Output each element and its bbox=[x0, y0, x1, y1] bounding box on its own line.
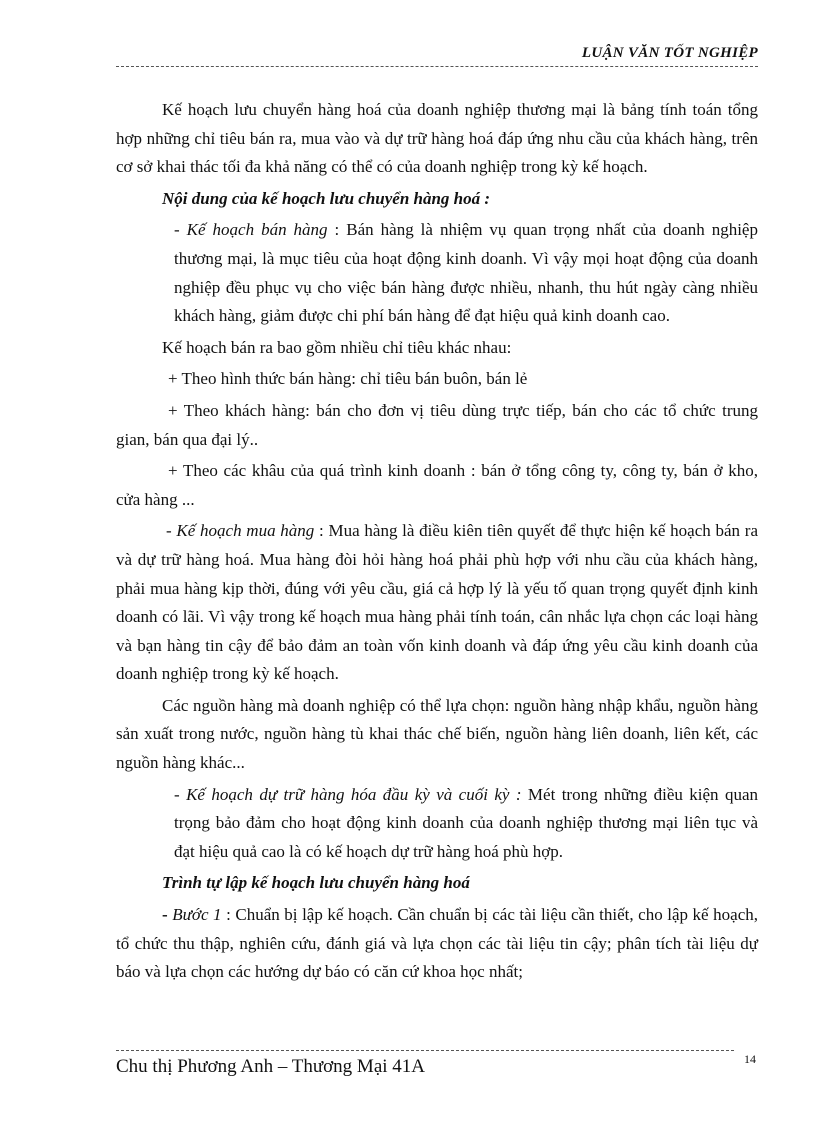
term-purchase-plan: Kế hoạch mua hàng bbox=[176, 521, 315, 541]
page-number: 14 bbox=[744, 1052, 756, 1066]
term-sales-plan: Kế hoạch bán hàng bbox=[186, 220, 328, 240]
dash-marker: - bbox=[174, 784, 187, 804]
header-title: LUẬN VĂN TỐT NGHIỆP bbox=[581, 45, 758, 61]
term-step-1: Bước 1 bbox=[172, 905, 222, 925]
term-reserve-plan: Kế hoạch dự trữ hàng hóa đầu kỳ và cuối kỳ : bbox=[186, 784, 522, 804]
footer-divider bbox=[116, 1050, 734, 1051]
paragraph-sales-plan bbox=[116, 216, 758, 330]
footer-author: Chu thị Phương Anh – Thương Mại 41A bbox=[116, 1056, 426, 1077]
dash-marker: - bbox=[162, 905, 173, 925]
list-item: + Theo hình thức bán hàng: chỉ tiêu bán buôn, bán lẻ bbox=[168, 369, 528, 389]
section-heading-procedure: Trình tự lập kế hoạch lưu chuyển hàng hoá bbox=[162, 873, 470, 893]
purchase-plan-text: : Mua hàng là điều kiên tiên quyết để thực hiện kế hoạch bán ra và dự trữ hàng hoá. Mua hàng đòi hỏi hàng hoá phải phù hợp với nhu cầu của khách hàng, phải mua hàng kịp thời, đúng với yêu cầu, giá cả hợp lý là yếu tố quan trọng quyết định kinh doanh có lãi. Vì vậy trong kế hoạch mua hàng phải tính toán, cân nhắc lựa chọn các loại hàng và bạn hàng tin cậy để bảo đảm an toàn vốn kinh doanh và đáp ứng yêu cầu kinh doanh của doanh nghiệp trong kỳ kế hoạch. bbox=[116, 521, 758, 684]
paragraph-indicators: Kế hoạch bán ra bao gồm nhiều chỉ tiêu khác nhau: bbox=[162, 337, 512, 357]
section-heading-content: Nội dung của kế hoạch lưu chuyển hàng hoá : bbox=[162, 188, 491, 208]
paragraph-sources: Các nguồn hàng mà doanh nghiệp có thể lựa chọn: nguồn hàng nhập khẩu, nguồn hàng sản xuất trong nước, nguồn hàng tù khai thác chế biến, nguồn hàng liên doanh, liên kết, các nguồn hàng khác... bbox=[116, 695, 758, 773]
document-body bbox=[116, 96, 758, 987]
list-item: + Theo khách hàng: bán cho đơn vị tiêu dùng trực tiếp, bán cho các tổ chức trung gian, bán qua đại lý.. bbox=[116, 400, 758, 449]
dash-marker: - bbox=[174, 220, 187, 240]
sales-plan-text: : Bán hàng là nhiệm vụ quan trọng nhất của doanh nghiệp thương mại, là mục tiêu của hoạt động kinh doanh. Vì vậy mọi hoạt động của doanh nghiệp đều phục vụ cho việc bán hàng được nhiều, nhanh, thu hút ngày càng nhiều khách hàng, giảm được chi phí bán hàng để đạt hiệu quả kinh doanh cao. bbox=[174, 220, 758, 326]
reserve-plan-text: Mét trong những điều kiện quan trọng bảo đảm cho hoạt động kinh doanh của doanh nghiệp thương mại liên tục và đạt hiệu quả cao là có kế hoạch dự trữ hàng hoá phù hợp. bbox=[174, 784, 758, 861]
paragraph-purchase-plan bbox=[116, 517, 758, 689]
header-divider bbox=[116, 66, 758, 67]
paragraph-reserve-plan bbox=[116, 781, 758, 867]
step-1-text: : Chuẩn bị lập kế hoạch. Cần chuẩn bị các tài liệu cần thiết, cho lập kế hoạch, tổ chức thu thập, nghiên cứu, đánh giá và lựa chọn các tài liệu tin cậy; phân tích tài liệu dự báo và lựa chọn các hướng dự báo có căn cứ khoa học nhất; bbox=[116, 905, 758, 982]
paragraph-intro: Kế hoạch lưu chuyển hàng hoá của doanh nghiệp thương mại là bảng tính toán tổng hợp những chỉ tiêu bán ra, mua vào và dự trữ hàng hoá đáp ứng nhu cầu của khách hàng, trên cơ sở khai thác tối đa khả năng có thể có của doanh nghiệp trong kỳ kế hoạch. bbox=[116, 100, 758, 177]
paragraph-step-1 bbox=[116, 901, 758, 987]
dash-marker: - bbox=[166, 521, 177, 541]
list-item: + Theo các khâu của quá trình kinh doanh : bán ở tổng công ty, công ty, bán ở kho, cửa hàng ... bbox=[116, 461, 758, 509]
